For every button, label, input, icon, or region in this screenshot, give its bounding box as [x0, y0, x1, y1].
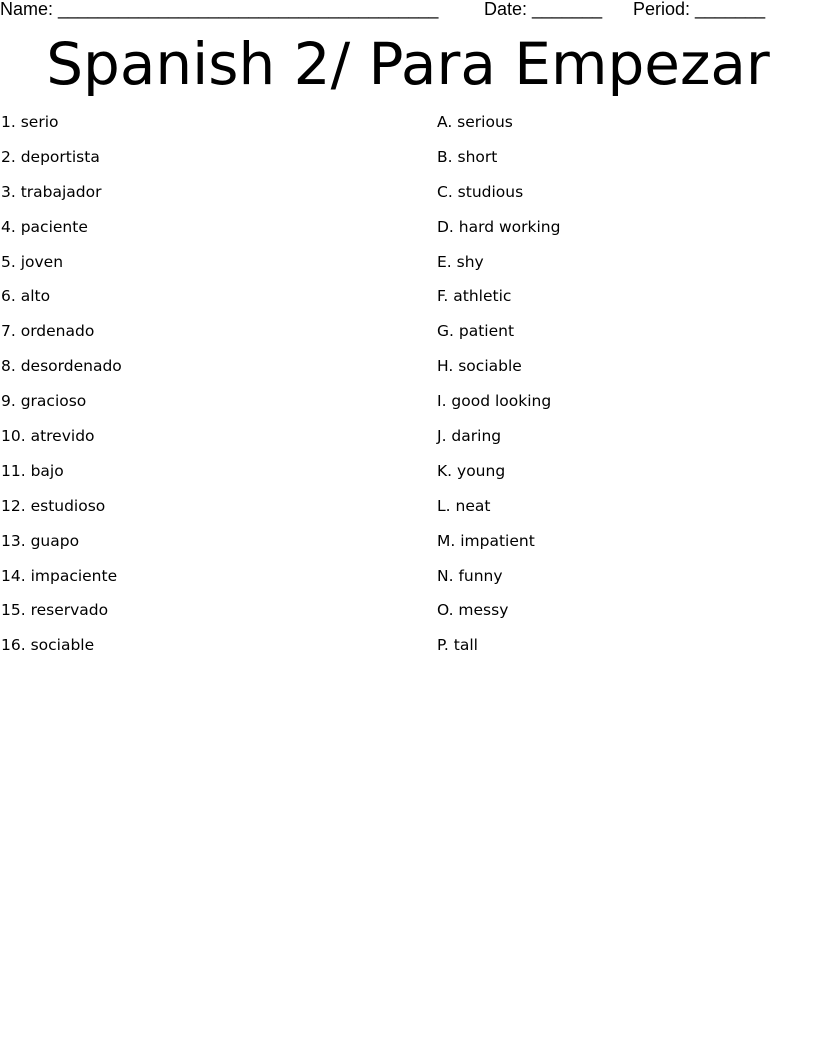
english-definitions-list [437, 112, 560, 670]
definition-item: B. short [437, 147, 498, 166]
date-field: Date: _______ [484, 0, 603, 19]
name-field: Name: ______________________________________ [0, 0, 439, 19]
definition-item: J. daring [437, 427, 502, 446]
definition-item: E. shy [437, 252, 484, 271]
definition-item: K. young [437, 461, 506, 480]
term-item: 7. ordenado [1, 322, 95, 341]
definition-item: O. messy [437, 601, 509, 620]
term-item: 2. deportista [1, 147, 100, 166]
term-item: 14. impaciente [1, 566, 118, 585]
definition-item: P. tall [437, 636, 478, 655]
term-item: 11. bajo [1, 461, 64, 480]
term-item: 10. atrevido [1, 427, 95, 446]
definition-item: A. serious [437, 113, 513, 131]
term-item: 16. sociable [1, 636, 95, 655]
term-item: 15. reservado [1, 601, 109, 620]
period-field: Period: _______ [633, 0, 766, 19]
term-item: 3. trabajador [1, 182, 102, 201]
term-item: 1. serio [1, 113, 59, 131]
term-item: 4. paciente [1, 217, 88, 236]
worksheet-title: Spanish 2/ Para Empezar [46, 30, 770, 98]
definition-item: I. good looking [437, 392, 552, 411]
term-item: 5. joven [1, 252, 64, 271]
term-item: 6. alto [1, 287, 51, 306]
definition-item: G. patient [437, 322, 515, 341]
spanish-terms-list [1, 112, 122, 670]
definition-item: D. hard working [437, 217, 561, 236]
term-item: 8. desordenado [1, 357, 122, 376]
definition-item: H. sociable [437, 357, 522, 376]
term-item: 13. guapo [1, 531, 80, 550]
definition-item: L. neat [437, 496, 491, 515]
worksheet-header [0, 0, 816, 24]
term-item: 12. estudioso [1, 496, 106, 515]
term-item: 9. gracioso [1, 392, 87, 411]
definition-item: C. studious [437, 182, 524, 201]
definition-item: N. funny [437, 566, 503, 585]
definition-item: M. impatient [437, 531, 535, 550]
definition-item: F. athletic [437, 287, 512, 306]
